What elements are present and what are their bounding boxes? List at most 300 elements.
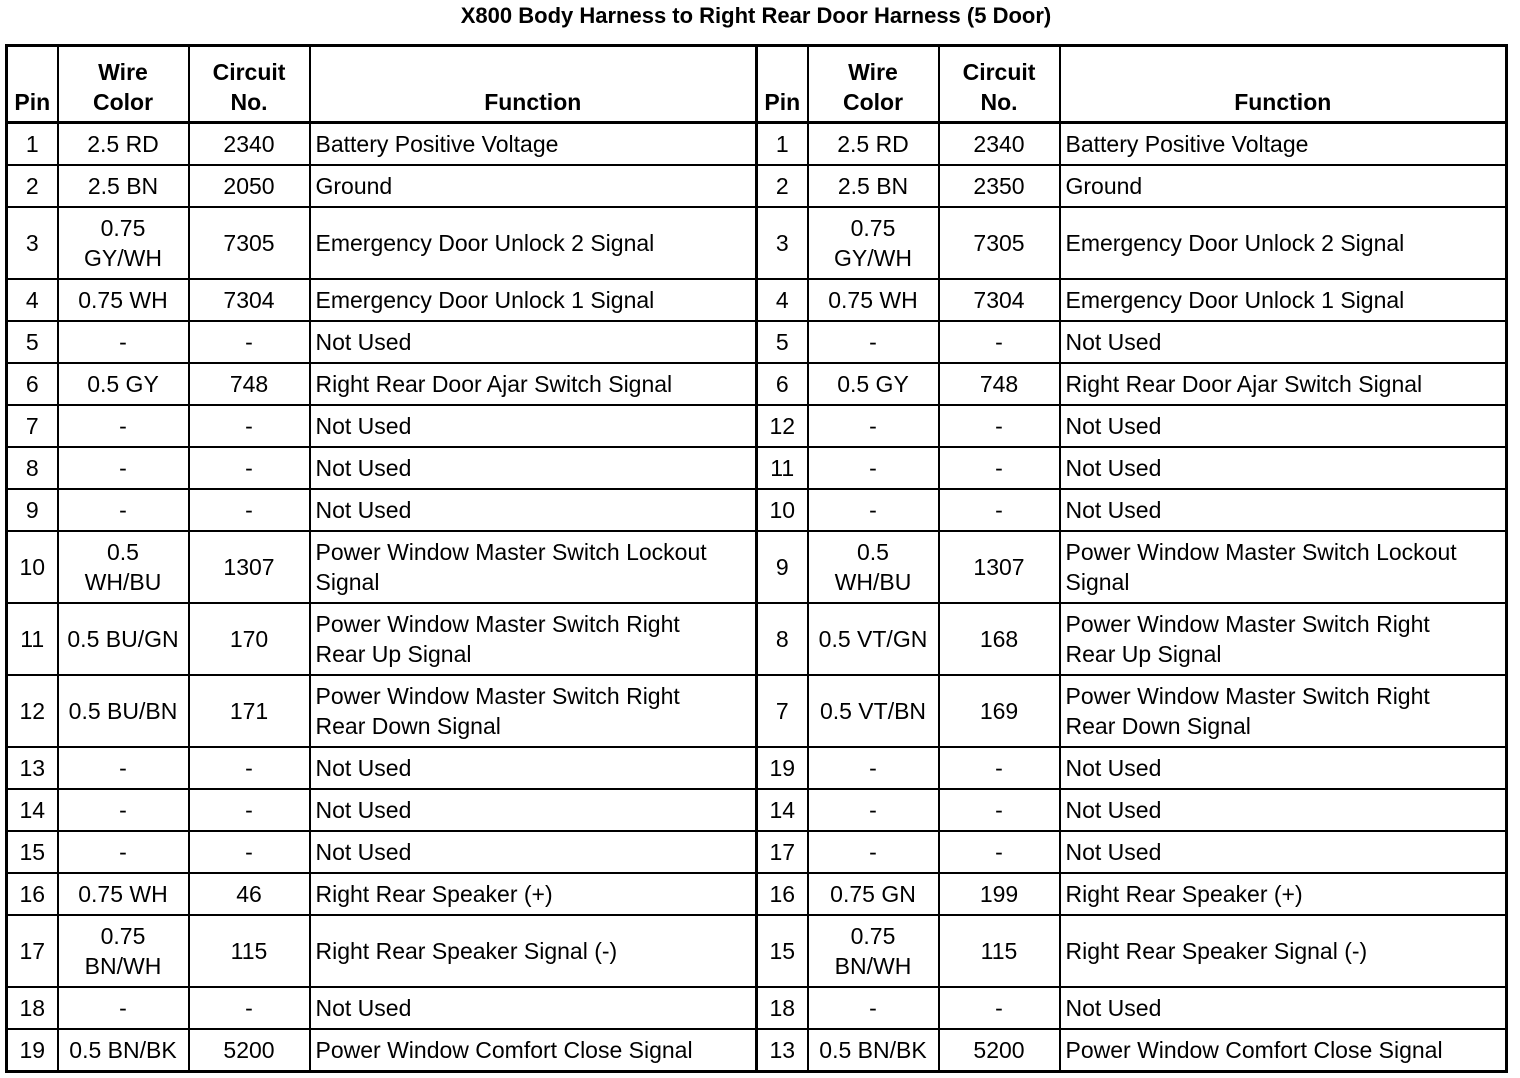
- circuit-number: 115: [230, 938, 268, 964]
- circuit-number: -: [995, 839, 1003, 865]
- right-circuit-cell: [939, 873, 1060, 915]
- left-circuit-cell: [189, 165, 310, 207]
- circuit-number: 748: [979, 371, 1019, 397]
- wire-color: -: [869, 995, 877, 1021]
- wire-color: -: [869, 455, 877, 481]
- pin-number: 19: [19, 1037, 46, 1063]
- circuit-number: 748: [229, 371, 269, 397]
- function-text: Emergency Door Unlock 2 Signal: [315, 230, 655, 256]
- function-text: Right Rear Door Ajar Switch Signal: [315, 371, 673, 397]
- pinout-table: [5, 44, 1508, 1073]
- pin-number: 17: [769, 839, 796, 865]
- right-function-cell: [1060, 207, 1507, 279]
- wire-color: 0.5: [107, 539, 139, 565]
- left-pin-cell: [7, 405, 58, 447]
- circuit-number: -: [995, 497, 1003, 523]
- right-pin-cell: [757, 531, 808, 603]
- left-function-cell: [310, 675, 757, 747]
- pin-number: 18: [769, 995, 796, 1021]
- table-row: [7, 405, 1507, 447]
- pin-number: 4: [25, 287, 39, 313]
- pin-number: 2: [775, 173, 789, 199]
- left-pin-cell: [7, 279, 58, 321]
- function-text-line2: Rear Up Signal: [315, 641, 472, 667]
- right-circuit-cell: [939, 405, 1060, 447]
- function-text: Right Rear Speaker Signal (-): [1065, 938, 1368, 964]
- pin-number: 6: [775, 371, 789, 397]
- right-pin-cell: [757, 915, 808, 987]
- left-circuit-cell: [189, 987, 310, 1029]
- right-pin-cell: [757, 207, 808, 279]
- wire-color: -: [869, 413, 877, 439]
- right-wire-cell: [808, 207, 939, 279]
- right-wire-cell: [808, 531, 939, 603]
- pin-number: 5: [775, 329, 789, 355]
- right-wire-cell: [808, 747, 939, 789]
- table-row: [7, 603, 1507, 675]
- left-pin-cell: [7, 873, 58, 915]
- right-wire-cell: [808, 873, 939, 915]
- pin-number: 2: [25, 173, 39, 199]
- header-function-left: Function: [310, 46, 757, 123]
- right-function-cell: [1060, 915, 1507, 987]
- right-pin-cell: [757, 831, 808, 873]
- left-wire-cell: [58, 321, 189, 363]
- right-circuit-cell: [939, 987, 1060, 1029]
- pin-number: 7: [25, 413, 39, 439]
- left-wire-cell: [58, 489, 189, 531]
- left-circuit-cell: [189, 123, 310, 166]
- right-wire-cell: [808, 603, 939, 675]
- wire-color: 0.5 VT/GN: [818, 626, 928, 652]
- function-text-line2: Rear Up Signal: [1065, 641, 1222, 667]
- left-pin-cell: [7, 987, 58, 1029]
- function-text: Not Used: [315, 413, 412, 439]
- wire-color: 2.5 RD: [87, 131, 159, 157]
- right-wire-cell: [808, 789, 939, 831]
- left-function-cell: [310, 987, 757, 1029]
- left-pin-cell: [7, 531, 58, 603]
- wire-color: 0.5 BU/BN: [68, 698, 178, 724]
- left-wire-cell: [58, 1029, 189, 1072]
- wire-color: 0.75 WH: [828, 287, 918, 313]
- right-function-cell: [1060, 675, 1507, 747]
- right-wire-cell: [808, 987, 939, 1029]
- right-pin-cell: [757, 1029, 808, 1072]
- wire-color: -: [869, 497, 877, 523]
- function-text: Right Rear Speaker (+): [315, 881, 553, 907]
- circuit-number: 2340: [973, 131, 1025, 157]
- right-wire-cell: [808, 321, 939, 363]
- wire-color-line2: WH/BU: [834, 569, 912, 595]
- table-row: [7, 789, 1507, 831]
- right-circuit-cell: [939, 489, 1060, 531]
- right-wire-cell: [808, 447, 939, 489]
- left-circuit-cell: [189, 279, 310, 321]
- function-text: Power Window Comfort Close Signal: [315, 1037, 693, 1063]
- circuit-number: 170: [229, 626, 269, 652]
- left-wire-cell: [58, 747, 189, 789]
- right-pin-cell: [757, 363, 808, 405]
- right-pin-cell: [757, 123, 808, 166]
- function-text: Right Rear Speaker (+): [1065, 881, 1303, 907]
- function-text: Not Used: [315, 797, 412, 823]
- table-row: [7, 1029, 1507, 1072]
- wire-color: 0.75: [100, 215, 146, 241]
- left-function-cell: [310, 603, 757, 675]
- circuit-number: 171: [229, 698, 269, 724]
- left-pin-cell: [7, 321, 58, 363]
- pin-number: 10: [19, 554, 46, 580]
- left-circuit-cell: [189, 747, 310, 789]
- left-function-cell: [310, 489, 757, 531]
- circuit-number: 7304: [973, 287, 1025, 313]
- wire-color: -: [119, 755, 127, 781]
- table-row: [7, 873, 1507, 915]
- wire-color: -: [119, 839, 127, 865]
- header-function-right: Function: [1060, 46, 1507, 123]
- pin-number: 9: [25, 497, 39, 523]
- table-row: [7, 675, 1507, 747]
- left-pin-cell: [7, 1029, 58, 1072]
- function-text: Power Window Master Switch Right: [315, 683, 680, 709]
- circuit-number: 168: [979, 626, 1019, 652]
- function-text: Power Window Master Switch Right: [1065, 683, 1430, 709]
- pin-number: 5: [25, 329, 39, 355]
- left-wire-cell: [58, 531, 189, 603]
- pin-number: 1: [775, 131, 789, 157]
- left-wire-cell: [58, 363, 189, 405]
- left-pin-cell: [7, 447, 58, 489]
- function-text: Ground: [1065, 173, 1143, 199]
- circuit-number: -: [245, 755, 253, 781]
- circuit-number: -: [995, 995, 1003, 1021]
- function-text: Not Used: [1065, 413, 1162, 439]
- left-function-cell: [310, 165, 757, 207]
- function-text: Battery Positive Voltage: [1065, 131, 1309, 157]
- function-text: Not Used: [1065, 797, 1162, 823]
- right-function-cell: [1060, 321, 1507, 363]
- wire-color-line2: GY/WH: [84, 245, 162, 271]
- function-text: Right Rear Door Ajar Switch Signal: [1065, 371, 1423, 397]
- right-function-cell: [1060, 123, 1507, 166]
- left-wire-cell: [58, 603, 189, 675]
- wire-color: -: [119, 329, 127, 355]
- wire-color: 0.75: [850, 923, 896, 949]
- right-circuit-cell: [939, 279, 1060, 321]
- right-wire-cell: [808, 489, 939, 531]
- function-text: Power Window Master Switch Lockout: [315, 539, 707, 565]
- header-wire-color-line1: Wire: [848, 59, 898, 85]
- left-function-cell: [310, 363, 757, 405]
- pin-number: 16: [769, 881, 796, 907]
- page-title: X800 Body Harness to Right Rear Door Harness (5 Door): [460, 3, 1052, 28]
- right-pin-cell: [757, 987, 808, 1029]
- function-text: Not Used: [1065, 329, 1162, 355]
- circuit-number: -: [245, 497, 253, 523]
- wire-color-line2: BN/WH: [834, 953, 912, 979]
- left-pin-cell: [7, 123, 58, 166]
- circuit-number: 5200: [973, 1037, 1025, 1063]
- wire-color-line2: GY/WH: [834, 245, 912, 271]
- left-circuit-cell: [189, 789, 310, 831]
- function-text: Right Rear Speaker Signal (-): [315, 938, 618, 964]
- function-text: Not Used: [315, 995, 412, 1021]
- wire-color: 2.5 BN: [87, 173, 159, 199]
- header-wire-color-line1: Wire: [98, 59, 148, 85]
- function-text: Not Used: [315, 839, 412, 865]
- left-function-cell: [310, 405, 757, 447]
- pin-number: 15: [769, 938, 796, 964]
- circuit-number: 2340: [223, 131, 275, 157]
- table-row: [7, 447, 1507, 489]
- right-circuit-cell: [939, 915, 1060, 987]
- left-function-cell: [310, 123, 757, 166]
- left-function-cell: [310, 789, 757, 831]
- pin-number: 3: [775, 230, 789, 256]
- pin-number: 10: [769, 497, 796, 523]
- right-function-cell: [1060, 531, 1507, 603]
- left-pin-cell: [7, 675, 58, 747]
- circuit-number: -: [245, 839, 253, 865]
- pin-number: 15: [19, 839, 46, 865]
- left-function-cell: [310, 531, 757, 603]
- wire-color: -: [119, 797, 127, 823]
- left-pin-cell: [7, 831, 58, 873]
- circuit-number: -: [245, 995, 253, 1021]
- circuit-number: -: [245, 329, 253, 355]
- wire-color: 2.5 RD: [837, 131, 909, 157]
- right-function-cell: [1060, 831, 1507, 873]
- left-pin-cell: [7, 747, 58, 789]
- wire-color: 0.75: [850, 215, 896, 241]
- left-wire-cell: [58, 123, 189, 166]
- right-function-cell: [1060, 447, 1507, 489]
- left-wire-cell: [58, 915, 189, 987]
- left-circuit-cell: [189, 405, 310, 447]
- right-circuit-cell: [939, 831, 1060, 873]
- right-pin-cell: [757, 279, 808, 321]
- circuit-number: 5200: [223, 1037, 275, 1063]
- pin-number: 13: [19, 755, 46, 781]
- right-pin-cell: [757, 447, 808, 489]
- left-circuit-cell: [189, 603, 310, 675]
- table-row: [7, 207, 1507, 279]
- function-text: Ground: [315, 173, 393, 199]
- wire-color: 0.5 BU/GN: [67, 626, 179, 652]
- right-function-cell: [1060, 1029, 1507, 1072]
- right-wire-cell: [808, 405, 939, 447]
- pin-number: 4: [775, 287, 789, 313]
- pin-number: 11: [770, 455, 795, 481]
- wire-color: 0.5: [857, 539, 889, 565]
- left-circuit-cell: [189, 321, 310, 363]
- right-pin-cell: [757, 321, 808, 363]
- left-pin-cell: [7, 489, 58, 531]
- function-text: Not Used: [315, 455, 412, 481]
- table-row: [7, 987, 1507, 1029]
- wire-color: 0.5 BN/BK: [69, 1037, 177, 1063]
- function-text: Not Used: [1065, 755, 1162, 781]
- wire-color-line2: BN/WH: [84, 953, 162, 979]
- left-wire-cell: [58, 831, 189, 873]
- right-circuit-cell: [939, 531, 1060, 603]
- circuit-number: 7305: [223, 230, 275, 256]
- circuit-number: -: [995, 329, 1003, 355]
- wire-color: 0.75 WH: [78, 287, 168, 313]
- left-circuit-cell: [189, 675, 310, 747]
- left-pin-cell: [7, 789, 58, 831]
- wire-color-line2: WH/BU: [84, 569, 162, 595]
- left-circuit-cell: [189, 915, 310, 987]
- header-wire-color-line2: Color: [92, 89, 154, 115]
- circuit-number: -: [995, 755, 1003, 781]
- wire-color: 0.5 GY: [837, 371, 909, 397]
- table-row: [7, 489, 1507, 531]
- wire-color: -: [869, 797, 877, 823]
- right-wire-cell: [808, 915, 939, 987]
- pin-number: 12: [769, 413, 796, 439]
- pin-number: 17: [19, 938, 46, 964]
- pin-number: 1: [25, 131, 39, 157]
- right-function-cell: [1060, 789, 1507, 831]
- header-circuit-line2: No.: [980, 89, 1018, 115]
- function-text-line2: Signal: [1065, 569, 1130, 595]
- function-text-line2: Rear Down Signal: [1065, 713, 1251, 739]
- wire-color: -: [119, 497, 127, 523]
- right-pin-cell: [757, 873, 808, 915]
- table-header-row: [7, 46, 1507, 123]
- circuit-number: 2050: [223, 173, 275, 199]
- function-text-line2: Signal: [315, 569, 380, 595]
- table-row: [7, 363, 1507, 405]
- header-circuit-right: [939, 46, 1060, 123]
- right-wire-cell: [808, 363, 939, 405]
- pin-number: 6: [25, 371, 39, 397]
- right-pin-cell: [757, 675, 808, 747]
- pin-number: 3: [25, 230, 39, 256]
- right-pin-cell: [757, 747, 808, 789]
- table-row: [7, 531, 1507, 603]
- right-function-cell: [1060, 363, 1507, 405]
- circuit-number: 1307: [223, 554, 275, 580]
- left-circuit-cell: [189, 1029, 310, 1072]
- header-pin-right: Pin: [757, 46, 808, 123]
- table-row: [7, 123, 1507, 166]
- header-circuit-line2: No.: [230, 89, 268, 115]
- wire-color: -: [869, 839, 877, 865]
- right-circuit-cell: [939, 447, 1060, 489]
- circuit-number: 115: [980, 938, 1018, 964]
- circuit-number: 169: [979, 698, 1019, 724]
- function-text: Not Used: [1065, 497, 1162, 523]
- pin-number: 13: [769, 1037, 796, 1063]
- wire-color: 0.5 GY: [87, 371, 159, 397]
- right-wire-cell: [808, 1029, 939, 1072]
- circuit-number: -: [995, 455, 1003, 481]
- wire-color: 2.5 BN: [837, 173, 909, 199]
- right-wire-cell: [808, 165, 939, 207]
- pin-number: 11: [20, 626, 45, 652]
- left-pin-cell: [7, 915, 58, 987]
- right-circuit-cell: [939, 165, 1060, 207]
- left-function-cell: [310, 321, 757, 363]
- left-wire-cell: [58, 165, 189, 207]
- right-pin-cell: [757, 489, 808, 531]
- function-text: Not Used: [1065, 995, 1162, 1021]
- right-wire-cell: [808, 279, 939, 321]
- left-wire-cell: [58, 447, 189, 489]
- left-circuit-cell: [189, 873, 310, 915]
- circuit-number: 1307: [973, 554, 1025, 580]
- left-wire-cell: [58, 873, 189, 915]
- left-wire-cell: [58, 207, 189, 279]
- left-circuit-cell: [189, 489, 310, 531]
- function-text: Not Used: [1065, 839, 1162, 865]
- function-text: Power Window Master Switch Right: [1065, 611, 1430, 637]
- function-text: Not Used: [315, 755, 412, 781]
- pin-number: 14: [769, 797, 796, 823]
- right-circuit-cell: [939, 123, 1060, 166]
- pinout-table-body: [7, 123, 1507, 1072]
- left-wire-cell: [58, 675, 189, 747]
- right-function-cell: [1060, 405, 1507, 447]
- pin-number: 16: [19, 881, 46, 907]
- left-circuit-cell: [189, 363, 310, 405]
- header-circuit-line1: Circuit: [962, 59, 1036, 85]
- right-function-cell: [1060, 873, 1507, 915]
- pin-number: 18: [19, 995, 46, 1021]
- table-row: [7, 165, 1507, 207]
- function-text: Not Used: [315, 329, 412, 355]
- left-circuit-cell: [189, 531, 310, 603]
- left-wire-cell: [58, 987, 189, 1029]
- right-circuit-cell: [939, 675, 1060, 747]
- function-text-line2: Rear Down Signal: [315, 713, 501, 739]
- circuit-number: 7304: [223, 287, 275, 313]
- left-function-cell: [310, 873, 757, 915]
- function-text: Power Window Master Switch Right: [315, 611, 680, 637]
- right-circuit-cell: [939, 603, 1060, 675]
- function-text: Battery Positive Voltage: [315, 131, 559, 157]
- wire-color: -: [119, 455, 127, 481]
- circuit-number: -: [245, 455, 253, 481]
- pin-number: 14: [19, 797, 46, 823]
- right-function-cell: [1060, 165, 1507, 207]
- right-function-cell: [1060, 747, 1507, 789]
- function-text: Power Window Master Switch Lockout: [1065, 539, 1457, 565]
- circuit-number: -: [995, 797, 1003, 823]
- left-pin-cell: [7, 363, 58, 405]
- right-wire-cell: [808, 831, 939, 873]
- wire-color: -: [119, 995, 127, 1021]
- right-pin-cell: [757, 789, 808, 831]
- circuit-number: 199: [979, 881, 1019, 907]
- right-circuit-cell: [939, 789, 1060, 831]
- header-circuit-left: [189, 46, 310, 123]
- right-wire-cell: [808, 123, 939, 166]
- right-circuit-cell: [939, 363, 1060, 405]
- table-row: [7, 915, 1507, 987]
- header-wire-color-left: [58, 46, 189, 123]
- header-circuit-line1: Circuit: [212, 59, 286, 85]
- wire-color: 0.75 GN: [830, 881, 916, 907]
- left-function-cell: [310, 279, 757, 321]
- right-circuit-cell: [939, 207, 1060, 279]
- function-text: Power Window Comfort Close Signal: [1065, 1037, 1443, 1063]
- pin-number: 8: [775, 626, 789, 652]
- left-wire-cell: [58, 405, 189, 447]
